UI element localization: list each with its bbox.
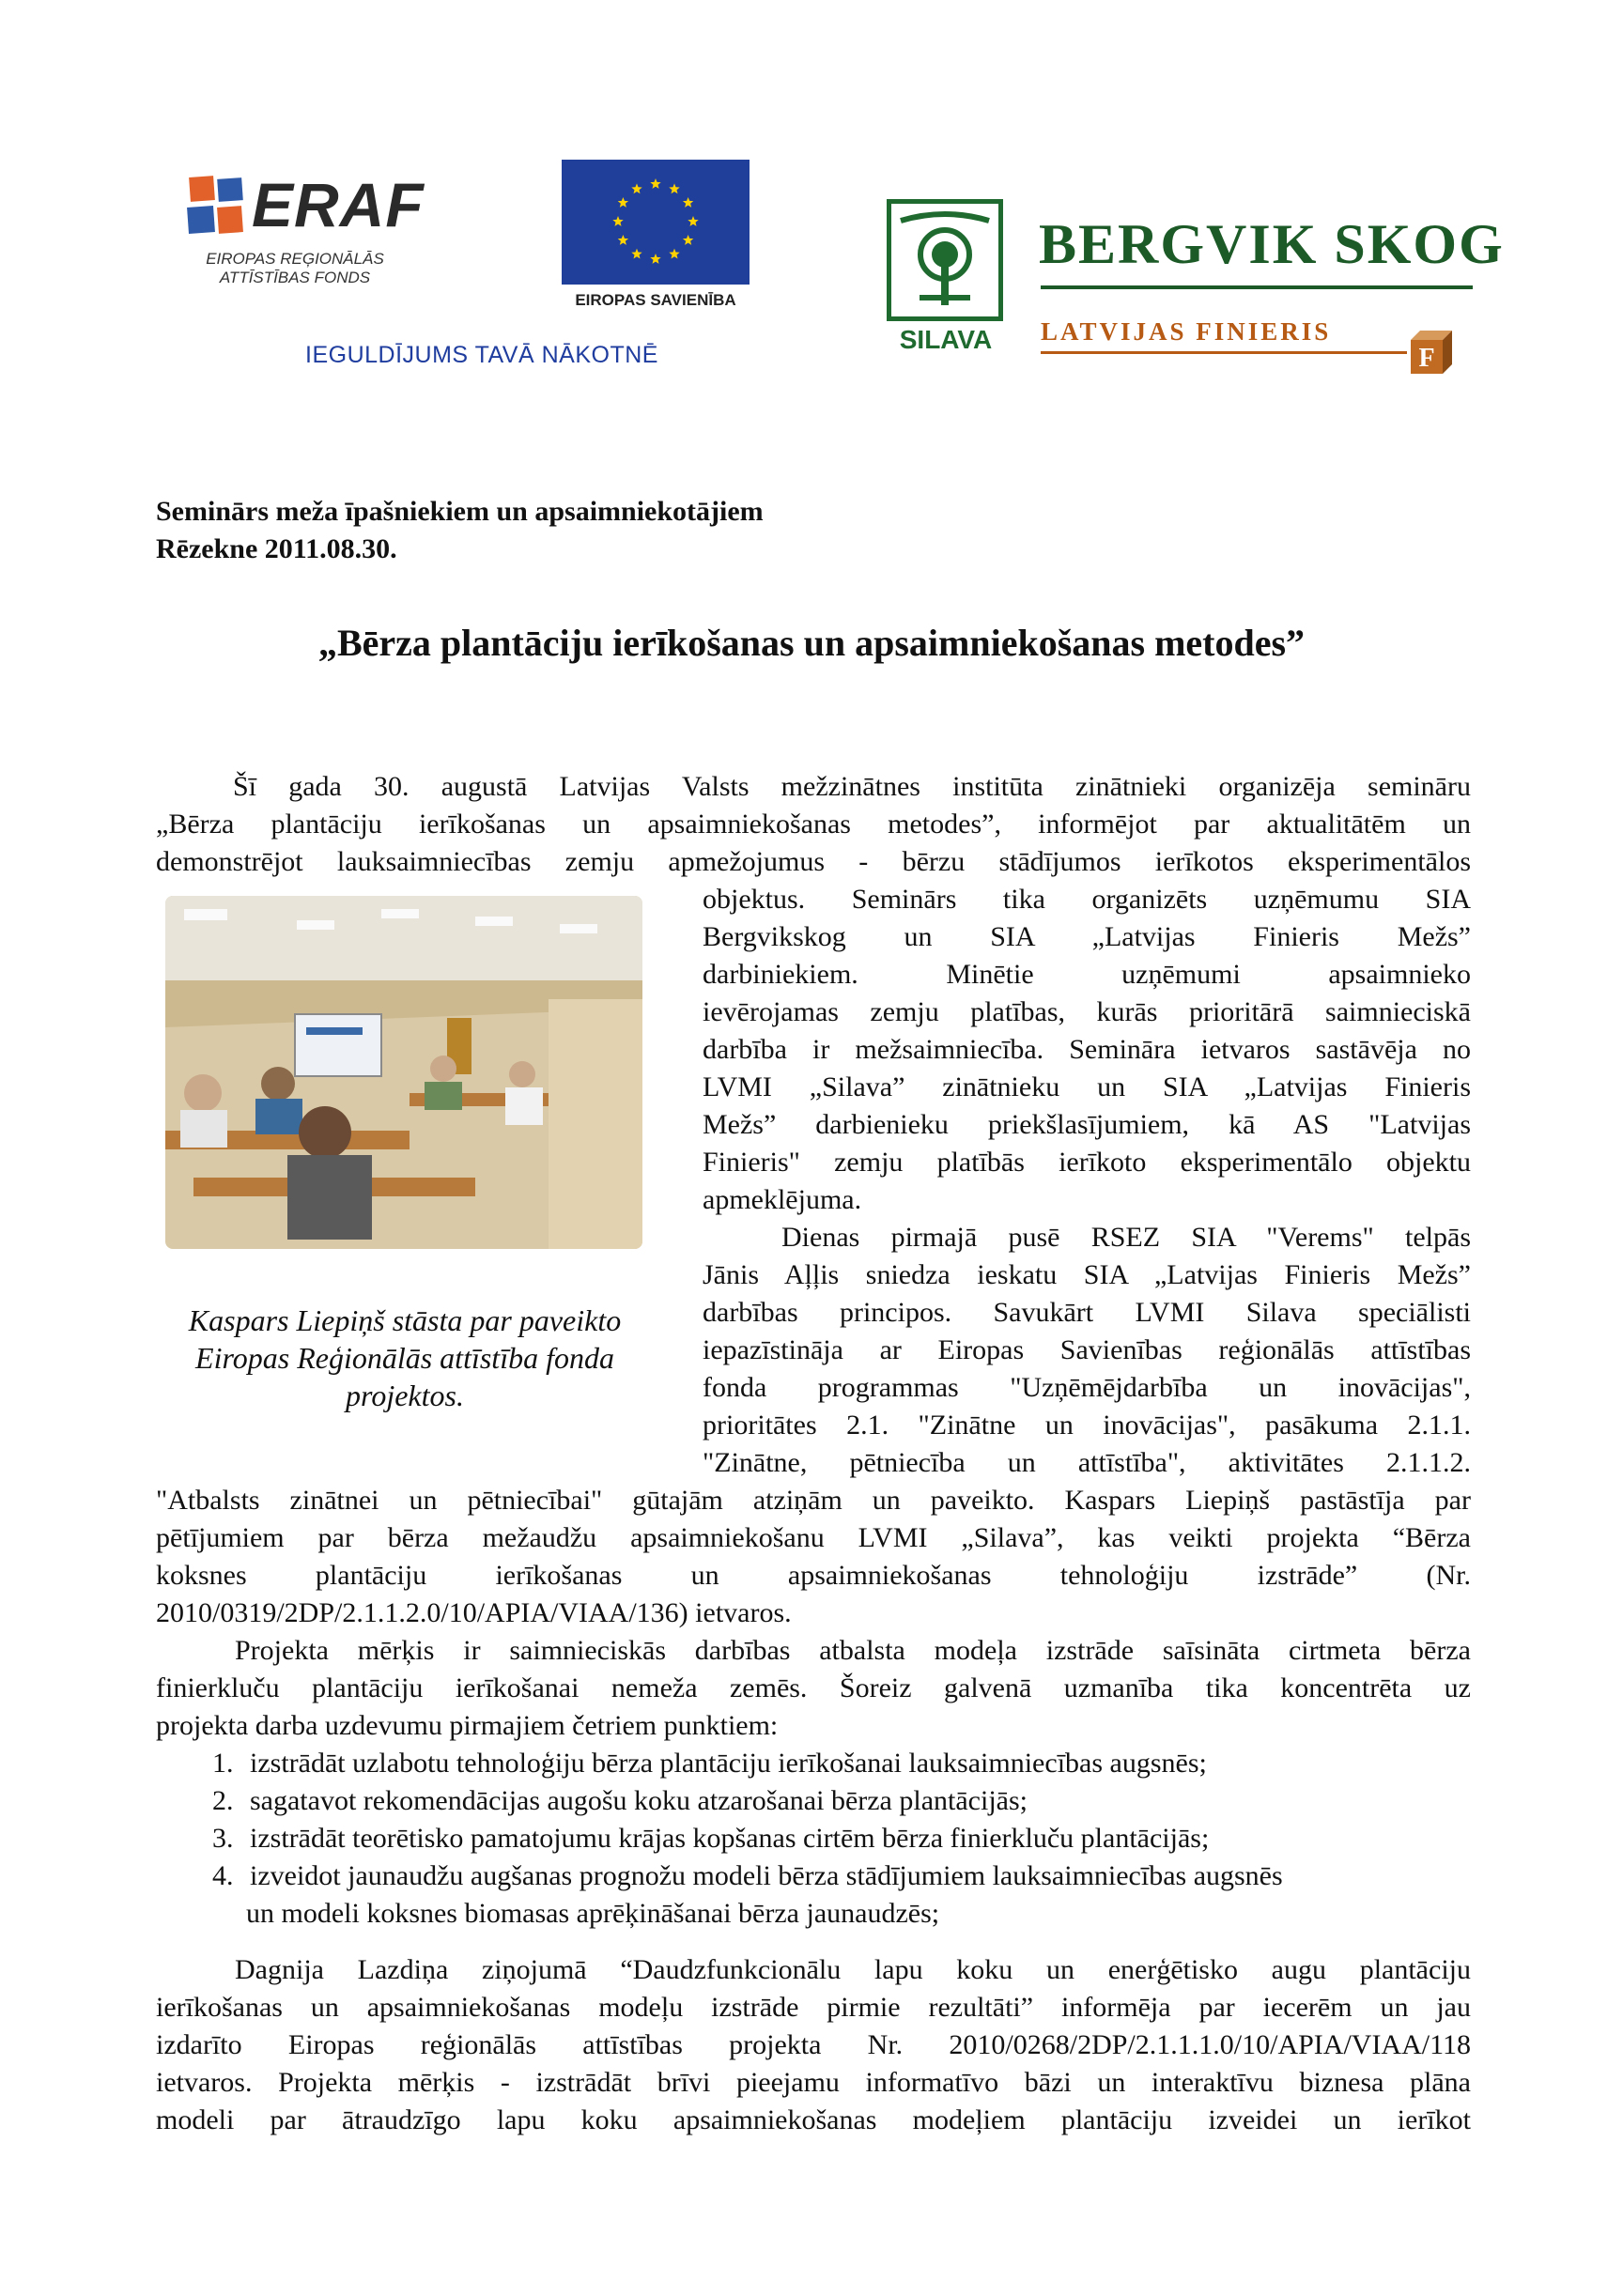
latvijas-finieris-cube-icon (1405, 325, 1458, 378)
eraf-subtitle-line-2: ATTĪSTĪBAS FONDS (219, 269, 371, 286)
svg-text:F: F (1418, 344, 1435, 373)
paragraph-line: prioritātes 2.1. "Zinātne un inovācijas", pasākuma 2.1.1. (703, 1410, 1471, 1441)
paragraph-line: Mežs” darbienieku priekšlasījumiem, kā AS "Latvijas (703, 1109, 1471, 1140)
latvijas-finieris-logo: LATVIJAS FINIERIS (1041, 317, 1332, 346)
paragraph-line: Projekta mērķis ir saimnieciskās darbības atbalsta modeļa izstrāde saīsināta cirtmeta bērza (235, 1635, 1471, 1666)
seminar-photo (165, 896, 642, 1249)
paragraph-line: demonstrējot lauksaimniecības zemju apmežojumus - bērzu stādījumos ierīkotos eksperimentālos (156, 846, 1471, 877)
eraf-logo-subtitle (192, 250, 398, 287)
event-line: Seminārs meža īpašniekiem un apsaimniekotājiem (156, 496, 764, 527)
list-item-number: 1. (212, 1748, 234, 1779)
paragraph-line: pētījumiem par bērza mežaudžu apsaimniekošanu LVMI „Silava”, kas veikti projekta “Bērza (156, 1522, 1471, 1553)
list-item-number: 4. (212, 1860, 234, 1891)
paragraph-line: Finieris" zemju platībās ierīkoto eksperimentālo objektu (703, 1147, 1471, 1178)
paragraph-line: Dienas pirmajā pusē RSEZ SIA "Verems" telpās (781, 1222, 1471, 1253)
paragraph-line: iepazīstināja ar Eiropas Savienības reģionālās attīstības (703, 1334, 1471, 1365)
paragraph-line: ietvaros. Projekta mērķis - izstrādāt brīvi pieejamu informatīvo bāzi un interaktīvu biznesa plāna (156, 2067, 1471, 2098)
paragraph-line: 2010/0319/2DP/2.1.1.2.0/10/APIA/VIAA/136) ietvaros. (156, 1597, 792, 1628)
paragraph-line: „Bērza plantāciju ierīkošanas un apsaimniekošanas metodes”, informējot par aktualitātēm un (156, 809, 1471, 840)
eraf-subtitle-line-1: EIROPAS REĢIONĀLĀS (206, 250, 384, 268)
paragraph-line: ievērojamas zemju platības, kurās prioritārā saimnieciskā (703, 996, 1471, 1027)
paragraph-line: objektus. Seminārs tika organizēts uzņēmumu SIA (703, 884, 1471, 915)
list-item-number: 2. (212, 1785, 234, 1816)
paragraph-line: darbības principos. Savukārt LVMI Silava speciālisti (703, 1297, 1471, 1328)
list-item-continuation: un modeli koksnes biomasas aprēķināšanai bērza jaunaudzēs; (246, 1898, 940, 1929)
latvijas-finieris-underline (1041, 351, 1407, 354)
list-item-number: 3. (212, 1823, 234, 1854)
paragraph-line: "Atbalsts zinātnei un pētniecībai" gūtajām atziņām un paveikto. Kaspars Liepiņš pastāstīja par (156, 1485, 1471, 1516)
paragraph-line: modeli par ātraudzīgo lapu koku apsaimniekošanas modeļiem plantāciju izveidei un ierīkot (156, 2104, 1471, 2135)
paragraph-line: Šī gada 30. augustā Latvijas Valsts mežzinātnes institūta zinātnieki organizēja semināru (233, 771, 1471, 802)
photo-caption: Kaspars Liepiņš stāsta par paveikto Eiropas Reģionālās attīstība fonda projektos. (188, 1303, 622, 1412)
bergvik-underline (1041, 285, 1473, 289)
paragraph-line: LVMI „Silava” zinātnieku un SIA „Latvijas Finieris (703, 1071, 1471, 1102)
paragraph-line: darbiniekiem. Minētie uzņēmumi apsaimnieko (703, 959, 1471, 990)
paragraph-line: darbība ir mežsaimniecība. Semināra ietvaros sastāvēja no (703, 1034, 1471, 1065)
paragraph-line: izdarīto Eiropas reģionālās attīstības projekta Nr. 2010/0268/2DP/2.1.1.1.0/10/APIA/VIAA/118 (156, 2029, 1471, 2060)
paragraph-line: apmeklējuma. (703, 1184, 862, 1215)
paragraph-line: finierkluču plantāciju ierīkošanai nemeža zemēs. Šoreiz galvenā uzmanība tika koncentrēta uz (156, 1672, 1471, 1703)
list-item: izstrādāt uzlabotu tehnoloģiju bērza plantāciju ierīkošanai lauksaimniecības augsnēs; (250, 1748, 1207, 1779)
paragraph-line: projekta darba uzdevumu pirmajiem četriem punktiem: (156, 1710, 779, 1741)
tree-icon (891, 204, 998, 316)
eraf-logo-text: ERAF (252, 170, 425, 239)
list-item: izveidot jaunaudžu augšanas prognožu modeli bērza stādījumiem lauksaimniecības augsnēs (250, 1860, 1283, 1891)
paragraph-line: fonda programmas "Uzņēmējdarbība un inovācijas", (703, 1372, 1471, 1403)
eu-flag-logo (562, 160, 750, 285)
bergvik-skog-logo: BERGVIK SKOG (1039, 213, 1505, 275)
place-date-line: Rēzekne 2011.08.30. (156, 533, 397, 564)
silava-logo-text: SILAVA (899, 325, 993, 354)
paragraph-line: Jānis Aļļis sniedza ieskatu SIA „Latvijas Finieris Mežs” (703, 1259, 1471, 1290)
eu-caption: EIROPAS SAVIENĪBA (575, 291, 736, 309)
paragraph-line: ierīkošanas un apsaimniekošanas modeļu izstrāde pirmie rezultāti” informēja par iecerēm un jau (156, 1992, 1471, 2023)
list-item: sagatavot rekomendācijas augošu koku atzarošanai bērza plantācijās; (250, 1785, 1028, 1816)
document-title: „Bērza plantāciju ierīkošanas un apsaimniekošanas metodes” (317, 622, 1306, 664)
eraf-logo-mark (184, 175, 248, 239)
paragraph-line: Dagnija Lazdiņa ziņojumā “Daudzfunkcionālu lapu koku un enerģētisko augu plantāciju (235, 1954, 1471, 1985)
paragraph-line: Bergvikskog un SIA „Latvijas Finieris Mežs” (703, 921, 1471, 952)
tagline: IEGULDĪJUMS TAVĀ NĀKOTNĒ (305, 342, 658, 368)
list-item: izstrādāt teorētisko pamatojumu krājas kopšanas cirtēm bērza finierkluču plantācijās; (250, 1823, 1210, 1854)
silava-logo (887, 199, 1003, 321)
paragraph-line: "Zinātne, pētniecība un attīstība", aktivitātes 2.1.1.2. (703, 1447, 1471, 1478)
paragraph-line: koksnes plantāciju ierīkošanas un apsaimniekošanas tehnoloģiju izstrāde” (Nr. (156, 1560, 1471, 1591)
event-heading (156, 493, 764, 568)
